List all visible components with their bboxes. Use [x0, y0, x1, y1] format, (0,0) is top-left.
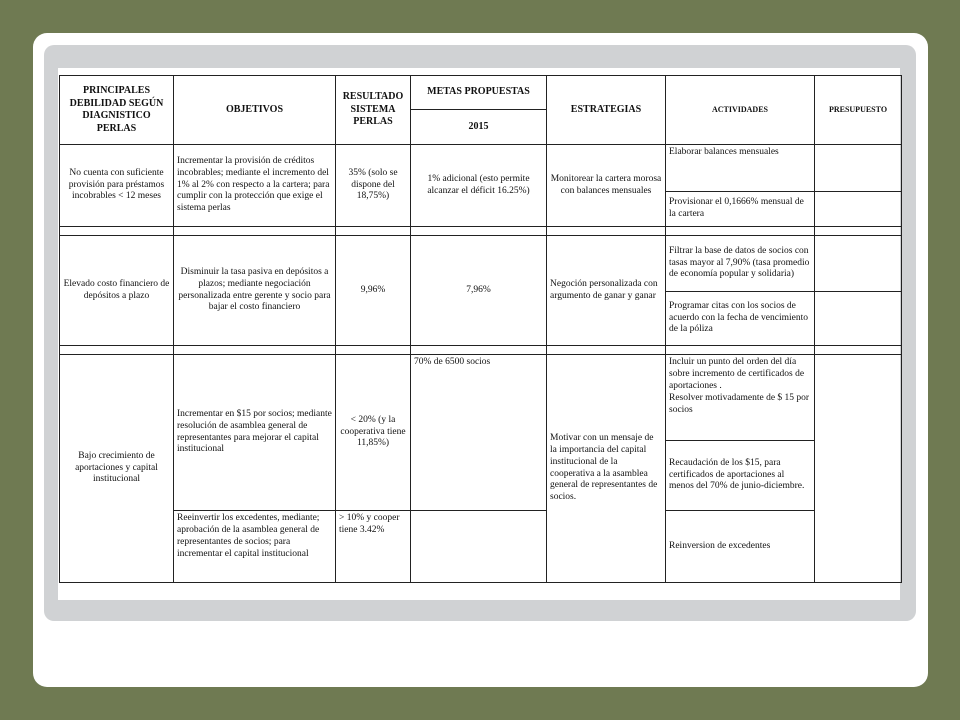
- row3-actividad-1: [666, 355, 815, 441]
- header-metas: METAS PROPUESTAS: [411, 76, 547, 110]
- row3-actividad-2: Recaudación de los $15, para certificados de aportaciones al menos del 70% de junio-diciembre.: [666, 441, 815, 511]
- strategy-table: [59, 75, 902, 583]
- row2-actividad-2: Programar citas con los socios de acuerdo con la fecha de vencimiento de la póliza: [666, 292, 815, 346]
- row2-presupuesto-2: [815, 292, 902, 346]
- row3-actividad-1b: Resolver motivadamente de $ 15 por socios: [669, 392, 810, 415]
- header-metas-year: 2015: [411, 110, 547, 145]
- row3-estrategia: Motivar con un mensaje de la importancia del capital institucional de la cooperativa a la asamblea general de representantes de socios.: [547, 355, 666, 583]
- row1-actividad-2: Provisionar el 0,1666% mensual de la cartera: [666, 192, 815, 227]
- header-actividades: ACTIVIDADES: [666, 76, 815, 145]
- row2-presupuesto-1: [815, 236, 902, 292]
- row3-objetivo-2: Reeinvertir los excedentes, mediante; aprobación de la asamblea general de representantes de socios; para incrementar el capital institucional: [174, 511, 336, 583]
- header-presupuesto: PRESUPUESTO: [815, 76, 902, 145]
- row3-debilidad: Bajo crecimiento de aportaciones y capital institucional: [60, 355, 174, 583]
- row2-objetivo: Disminuir la tasa pasiva en depósitos a plazos; mediante negociación personalizada entre gerente y socio para bajar el costo financiero: [174, 236, 336, 346]
- row1-presupuesto-1: [815, 145, 902, 192]
- row2-actividad-1: Filtrar la base de datos de socios con tasas mayor al 7,90% (tasa promedio de economía popular y solidaria): [666, 236, 815, 292]
- row3-resultado-1: < 20% (y la cooperativa tiene 11,85%): [336, 355, 411, 511]
- row1-debilidad: No cuenta con suficiente provisión para préstamos incobrables < 12 meses: [60, 145, 174, 227]
- row3-presupuesto: [815, 355, 902, 583]
- row2-resultado: 9,96%: [336, 236, 411, 346]
- row1-resultado: 35% (solo se dispone del 18,75%): [336, 145, 411, 227]
- row3-meta: 70% de 6500 socios: [411, 355, 547, 511]
- row3-meta-2: [411, 511, 547, 583]
- header-resultado: RESULTADO SISTEMA PERLAS: [336, 76, 411, 145]
- row2-meta: 7,96%: [411, 236, 547, 346]
- row3-resultado-2: > 10% y cooper tiene 3.42%: [336, 511, 411, 583]
- header-estrategias: ESTRATEGIAS: [547, 76, 666, 145]
- row1-estrategia: Monitorear la cartera morosa con balances mensuales: [547, 145, 666, 227]
- row2-debilidad: Elevado costo financiero de depósitos a plazo: [60, 236, 174, 346]
- row1-objetivo: Incrementar la provisión de créditos incobrables; mediante el incremento del 1% al 2% con respecto a la cartera; para cumplir con la protección que exige el sistema perlas: [174, 145, 336, 227]
- row2-estrategia: Negoción personalizada con argumento de ganar y ganar: [547, 236, 666, 346]
- row1-actividad-1: Elaborar balances mensuales: [666, 145, 815, 192]
- row3-actividad-1a: Incluir un punto del orden del día sobre incremento de certificados de aportaciones .: [669, 357, 805, 391]
- row1-meta: 1% adicional (esto permite alcanzar el déficit 16.25%): [411, 145, 547, 227]
- row3-actividad-3: Reinversion de excedentes: [666, 511, 815, 583]
- row1-presupuesto-2: [815, 192, 902, 227]
- header-debilidad: PRINCIPALES DEBILIDAD SEGÚN DIAGNISTICO PERLAS: [60, 76, 174, 145]
- header-objetivos: OBJETIVOS: [174, 76, 336, 145]
- row3-objetivo-1: Incrementar en $15 por socios; mediante resolución de asamblea general de representantes para mejorar el capital institucional: [174, 355, 336, 511]
